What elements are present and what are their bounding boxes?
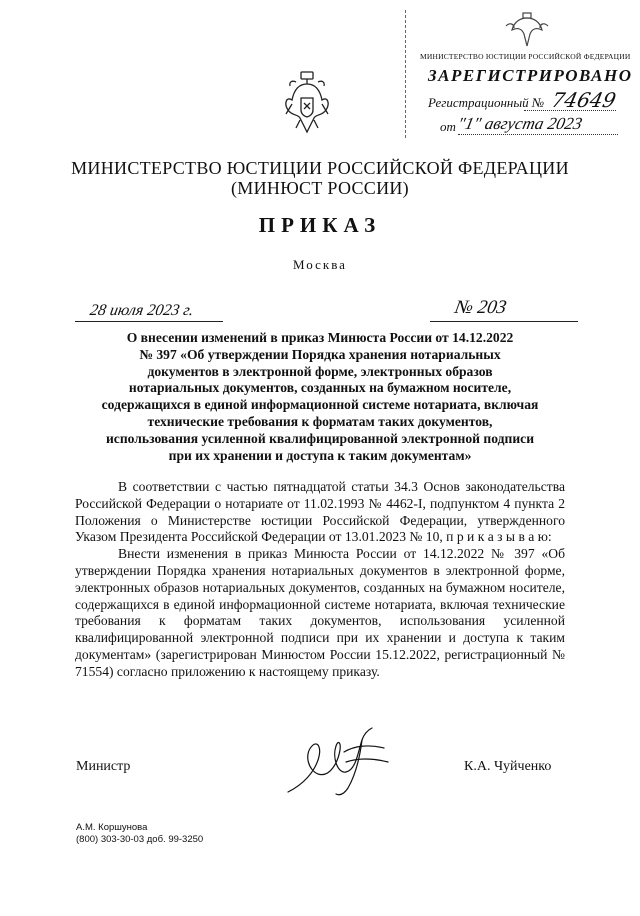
stamp-date: "1" августа 2023 (456, 114, 585, 133)
order-date-line (75, 321, 223, 322)
ministry-heading (0, 158, 640, 198)
stamp-ministry: МИНИСТЕРСТВО ЮСТИЦИИ РОССИЙСКОЙ ФЕДЕРАЦИИ (420, 52, 631, 61)
ministry-line-2: (МИНЮСТ РОССИИ) (231, 178, 409, 198)
title-line: технические требования к форматам таких документов, (147, 413, 493, 429)
order-body (75, 479, 565, 681)
body-paragraph-1: В соответствии с частью пятнадцатой статьи 34.3 Основ законодательства Российской Федерации о нотариате от 11.02.1993 № 4462-I, подпунктом 4 пункта 2 Положения о Министерстве юстиции Российской Федерации, утвержденного Указом Президента Российской Федерации от 13.01.2023 № 10, п р и к а з ы в а ю: (75, 479, 565, 545)
executor-name: А.М. Коршунова (76, 822, 148, 833)
title-line: документов в электронной форме, электронных образов (147, 363, 493, 379)
order-date: 28 июля 2023 г. (88, 302, 195, 319)
signer-name: К.А. Чуйченко (464, 759, 552, 774)
city: Москва (293, 257, 347, 272)
order-title (70, 330, 570, 464)
coat-of-arms-icon (282, 70, 332, 136)
title-line: О внесении изменений в приказ Минюста России от 14.12.2022 (126, 330, 514, 345)
document-type: ПРИКАЗ (258, 213, 382, 237)
stamp-number: 74649 (549, 88, 619, 112)
signer-position: Министр (76, 759, 131, 774)
stamp-date-label: от (440, 119, 456, 134)
ministry-line-1: МИНИСТЕРСТВО ЮСТИЦИИ РОССИЙСКОЙ ФЕДЕРАЦИИ (71, 158, 569, 178)
title-line: использования усиленной квалифицированной электронной подписи (105, 430, 535, 446)
title-line: нотариальных документов, созданных на бумажном носителе, (128, 380, 512, 396)
stamp-emblem-icon (500, 12, 554, 52)
stamp-number-label: Регистрационный № (428, 95, 545, 110)
title-line: № 397 «Об утверждении Порядка хранения нотариальных (139, 346, 501, 362)
executor-phone: (800) 303-30-03 доб. 99-3250 (76, 834, 204, 845)
body-paragraph-2: Внести изменения в приказ Минюста России от 14.12.2022 № 397 «Об утверждении Порядка хранения нотариальных документов в электронной форме, электронных образов нотариальных документов, созданных на бумажном носителе, содержащихся в единой информационной системе нотариата, включая технические требования к форматам таких документов, использования усиленной квалифицированной электронной подписи при их хранении и доступа к таким документам» (зарегистрирован Минюстом России 15.12.2022, регистрационный № 71554) согласно приложению к настоящему приказу. (75, 546, 565, 679)
order-number-line (430, 321, 578, 322)
stamp-registered: ЗАРЕГИСТРИРОВАНО (428, 66, 633, 85)
stamp-date-line (458, 134, 618, 135)
title-line: при их хранении и доступа к таким документам» (168, 447, 472, 463)
title-line: содержащихся в единой информационной системе нотариата, включая (101, 397, 539, 413)
handwritten-signature (284, 722, 404, 802)
order-number: № 203 (453, 297, 509, 318)
